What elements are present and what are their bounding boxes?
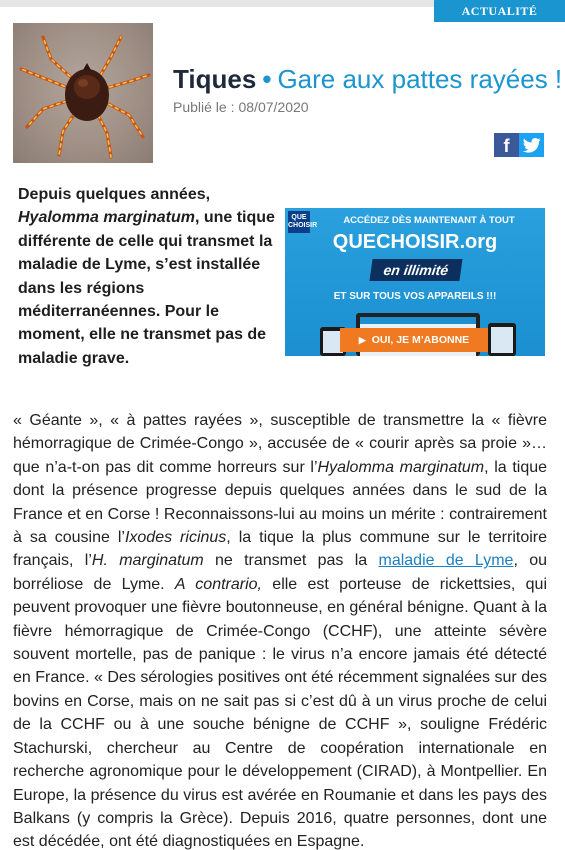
ad-headline: ACCÉDEZ DÈS MAINTENANT À TOUT [343, 215, 515, 226]
tick-photo [13, 23, 153, 163]
body-text: , la tique dont la présence progresse depuis quelques années dans le sud de la France et en Corse ! Reconnaissons-lui au moins un mérite : contrairement à sa cousine l’ [13, 458, 548, 547]
title-sub: Gare aux pattes rayées ! [277, 64, 563, 94]
ad-brand: QUECHOISIR.org [332, 231, 498, 253]
lead-species-name: Hyalomma marginatum [18, 209, 195, 227]
species-name: Hyalomma marginatum [317, 458, 485, 476]
subscribe-label: OUI, JE M’ABONNE [371, 334, 470, 346]
subscription-ad[interactable] [285, 208, 545, 356]
body-text: elle est porteuse de rickettsies, qui peuvent provoquer une fièvre boutonneuse, en général bénigne. Quant à la fièvre hémorragique de Crimée-Congo (CCHF), une atteinte sévère souvent mortelle, pas de panique : le virus n’a encore jamais été détecté en France. « Des sérologies positives ont été récemment signalées sur des bovins en Corse, mais on ne sait pas si c’est dû à un virus proche de celui de la CCHF ou à une souche bénigne de CCHF », souligne Frédéric Stachurski, chercheur au Centre de coopération internationale en recherche agronomique pour le développement (CIRAD), à Montpellier. En Europe, la présence du virus est avérée en Roumanie et dans les pays des Balkans (y compris la Grèce). Depuis 2016, quatre personnes, dont une est décédée, ont été diagnostiquées en Espagne. [13, 575, 548, 850]
published-date: 08/07/2020 [238, 99, 309, 115]
species-name: H. marginatum [91, 552, 204, 570]
body-text: « Géante », « à pattes rayées », susceptible de transmettre la « fièvre hémorragique de Crimée-Congo », accusée de « courir après sa proie »… que n’a-t-on pas dit comme horreurs sur l’ [13, 412, 547, 476]
title-main: Tiques [173, 64, 257, 94]
share-buttons [494, 133, 544, 157]
published-label: Publié le : [173, 99, 235, 115]
latin-phrase: A contrario, [174, 575, 262, 593]
lyme-disease-link[interactable]: maladie de Lyme [378, 552, 514, 570]
ad-illimite-badge: en illimité [369, 259, 462, 281]
publish-date [173, 99, 309, 115]
category-badge[interactable]: ACTUALITÉ [434, 0, 565, 22]
subscribe-button[interactable] [340, 328, 488, 352]
body-text: , ou borréliose de Lyme. [13, 552, 547, 593]
tick-illustration [13, 23, 153, 163]
article-body [13, 409, 547, 850]
ad-subline: ET SUR TOUS VOS APPAREILS !!! [333, 291, 497, 302]
title-separator: • [262, 64, 272, 94]
quechoisir-logo: QUE CHOISIR [288, 211, 310, 233]
lead-text-2: , une tique différente de celle qui transmet la maladie de Lyme, s’est installée dans les régions méditerranéennes. Pour le moment, elle ne transmet pas de maladie grave. [18, 209, 275, 367]
body-text: , la tique la plus commune sur le territoire français, l’ [13, 529, 548, 570]
twitter-icon[interactable] [519, 133, 544, 157]
facebook-icon[interactable]: f [494, 133, 519, 157]
twitter-bird-icon [523, 138, 541, 153]
play-arrow-icon: ▶ [358, 335, 366, 345]
body-text: ne transmet pas la [203, 552, 379, 570]
article-lead [18, 183, 286, 370]
lead-text-1: Depuis quelques années, [18, 186, 211, 203]
article-title [173, 64, 562, 95]
species-name: Ixodes ricinus [124, 529, 227, 547]
